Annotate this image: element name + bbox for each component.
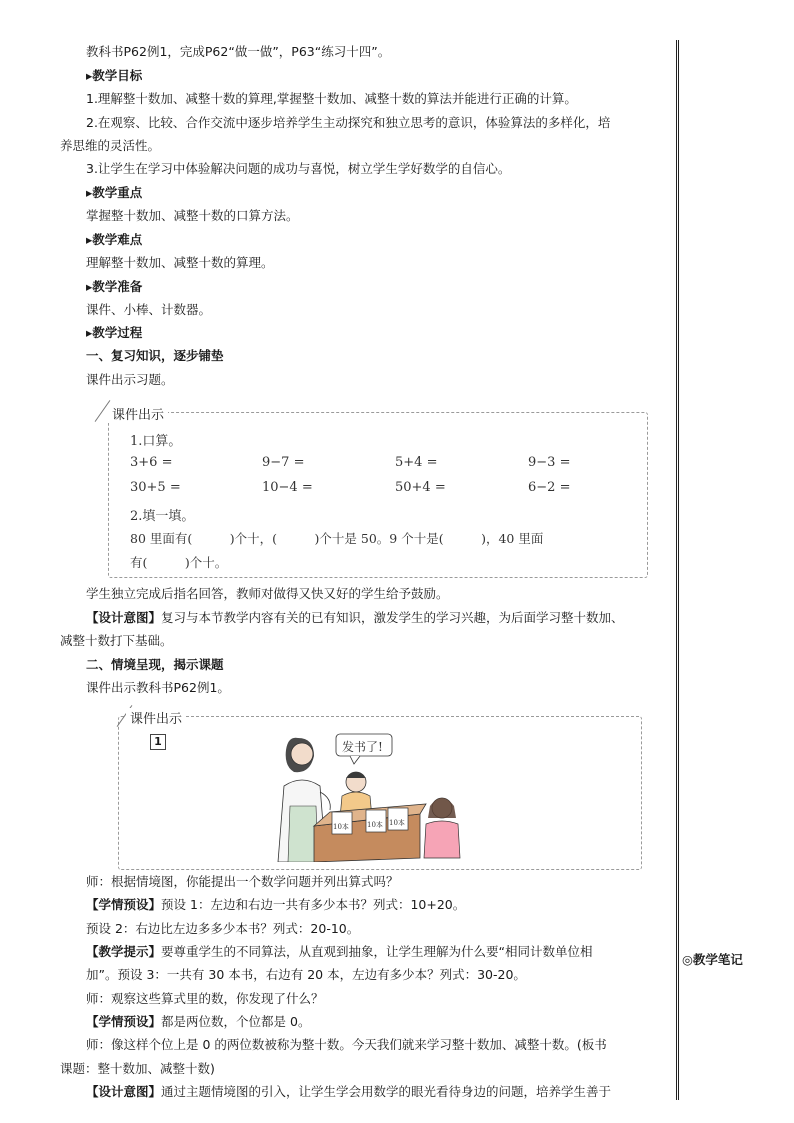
section-2-heading: 二、情境呈现，揭示课题 (86, 657, 224, 672)
preset-4 (86, 1014, 310, 1030)
teacher-vest (288, 806, 318, 862)
courseware-label-2: 课件出示 (126, 708, 186, 727)
book-label-2: 10本 (367, 821, 383, 829)
teacher-face (291, 743, 313, 765)
speech-bubble-text: 发书了! (342, 740, 383, 754)
margin-rule (676, 40, 677, 1100)
after-exercise: 学生独立完成后指名回答，教师对做得又快又好的学生给予鼓励。 (86, 586, 449, 601)
key-text: 掌握整十数加、减整十数的口算方法。 (86, 208, 299, 223)
calc-r2-c4: 6−2 = (528, 480, 571, 495)
courseware-label-1: 课件出示 (108, 404, 168, 423)
key-heading: ▸教学重点 (86, 185, 143, 200)
fill-line-b: 有( )个十。 (130, 555, 228, 570)
exercise-q1: 1.口算。 (130, 434, 182, 449)
girl-dress (424, 821, 460, 858)
teaching-notes-label: ◎教学笔记 (682, 952, 743, 967)
design-intent-2 (86, 1084, 611, 1100)
calc-r1-c3: 5+4 = (395, 455, 438, 470)
exercise-q2: 2.填一填。 (130, 509, 195, 524)
teaching-tip (86, 944, 593, 960)
girl-hair (428, 798, 456, 818)
preset-2: 预设 2：右边比左边多多少本书？列式：20-10。 (86, 921, 360, 936)
prep-text: 课件、小棒、计数器。 (86, 302, 212, 317)
calc-r2-c2: 10−4 = (262, 480, 313, 495)
preset-tag-1: 【学情预设】 (86, 897, 162, 912)
goal-3: 3.让学生在学习中体验解决问题的成功与喜悦，树立学生学好数学的自信心。 (86, 161, 511, 176)
goal-2-cont: 养思维的灵活性。 (60, 138, 161, 153)
design-intent-1-cont: 减整十数打下基础。 (60, 633, 173, 648)
calc-r2-c3: 50+4 = (395, 480, 446, 495)
teacher-q2: 师：观察这些算式里的数，你发现了什么？ (86, 991, 324, 1006)
tip-tag: 【教学提示】 (86, 944, 162, 959)
difficulty-heading: ▸教学难点 (86, 232, 143, 247)
section-1-text: 课件出示习题。 (86, 372, 174, 387)
teacher-statement-cont: 课题：整十数加、减整十数) (60, 1061, 215, 1076)
teaching-tip-cont: 加”。预设 3：一共有 30 本书，右边有 20 本，左边有多少本？列式：30-20。 (86, 967, 526, 982)
margin-rule-inner (678, 40, 679, 1100)
design-text-1: 复习与本节教学内容有关的已有知识，激发学生的学习兴趣，为后面学习整十数加、 (161, 610, 624, 625)
preset-text-4: 都是两位数，个位都是 0。 (161, 1014, 311, 1029)
calc-r1-c1: 3+6 = (130, 455, 173, 470)
boy-hair (346, 772, 366, 778)
book-label-1: 10本 (333, 823, 349, 831)
speech-bubble-tail (350, 756, 360, 764)
example-number: 1 (150, 734, 166, 750)
section-2-text: 课件出示教科书P62例1。 (86, 680, 230, 695)
calc-r2-c1: 30+5 = (130, 480, 181, 495)
calc-r1-c4: 9−3 = (528, 455, 571, 470)
design-tag-2: 【设计意图】 (86, 1084, 162, 1099)
intro-line: 教科书P62例1，完成P62“做一做”，P63“练习十四”。 (86, 44, 391, 59)
preset-tag-4: 【学情预设】 (86, 1014, 162, 1029)
teacher-q1: 师：根据情境图，你能提出一个数学问题并列出算式吗？ (86, 874, 399, 889)
tip-text: 要尊重学生的不同算法，从直观到抽象，让学生理解为什么要“相同计数单位相 (161, 944, 593, 959)
design-tag-1: 【设计意图】 (86, 610, 162, 625)
design-intent-1 (86, 610, 624, 626)
process-heading: ▸教学过程 (86, 325, 143, 340)
design-text-2: 通过主题情境图的引入，让学生学会用数学的眼光看待身边的问题，培养学生善于 (161, 1084, 612, 1099)
goal-heading: ▸教学目标 (86, 68, 143, 83)
section-1-heading: 一、复习知识，逐步铺垫 (86, 348, 224, 363)
book-label-3: 10本 (389, 819, 405, 827)
preset-1 (86, 897, 465, 913)
goal-2: 2.在观察、比较、合作交流中逐步培养学生主动探究和独立思考的意识，体验算法的多样化，培 (86, 115, 611, 130)
fill-line-a: 80 里面有( )个十，( )个十是 50。9 个十是( )，40 里面 (130, 531, 544, 546)
difficulty-text: 理解整十数加、减整十数的算理。 (86, 255, 274, 270)
goal-1: 1.理解整十数加、减整十数的算理,掌握整十数加、减整十数的算法并能进行正确的计算。 (86, 91, 577, 106)
preset-text-1: 预设 1：左边和右边一共有多少本书？列式：10+20。 (161, 897, 466, 912)
calc-r1-c2: 9−7 = (262, 455, 305, 470)
prep-heading: ▸教学准备 (86, 279, 143, 294)
teacher-statement: 师：像这样个位上是 0 的两位数被称为整十数。今天我们就来学习整十数加、减整十数。(板书 (86, 1037, 607, 1052)
